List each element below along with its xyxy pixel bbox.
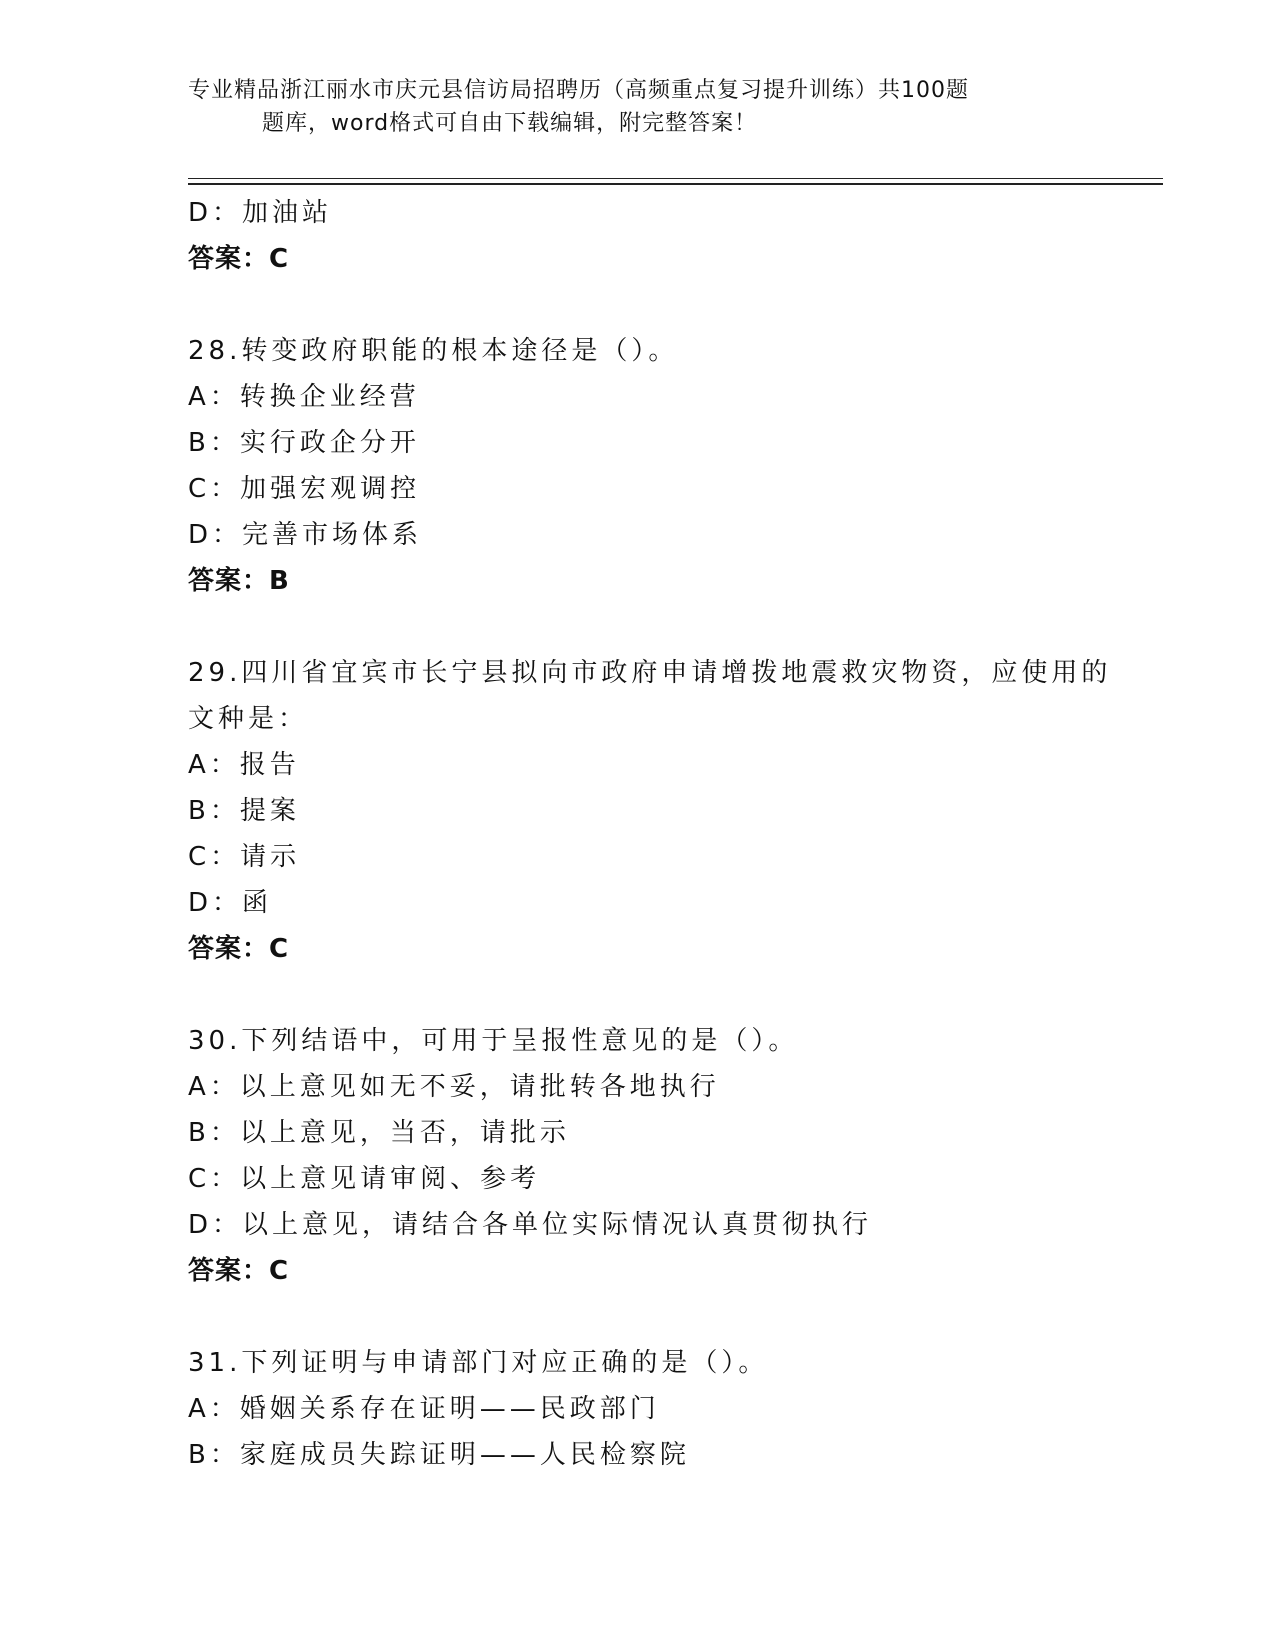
question-block-prev — [188, 190, 1108, 282]
option-a: A：婚姻关系存在证明——民政部门 — [188, 1394, 660, 1424]
option-d: D：加油站 — [188, 198, 333, 228]
option-b: B：以上意见，当否，请批示 — [188, 1118, 570, 1148]
question-list — [188, 190, 1112, 1478]
spacer — [188, 604, 1108, 650]
option-c: C：以上意见请审阅、参考 — [188, 1164, 541, 1194]
option-d: D：函 — [188, 888, 273, 918]
question-block-28 — [188, 328, 1108, 604]
question-stem: 30.下列结语中，可用于呈报性意见的是（）。 — [188, 1026, 799, 1056]
option-d: D：完善市场体系 — [188, 520, 423, 550]
spacer — [188, 972, 1108, 1018]
option-c: C：请示 — [188, 842, 301, 872]
header-rule-thin — [188, 178, 1163, 179]
option-b: B：家庭成员失踪证明——人民检察院 — [188, 1440, 690, 1470]
option-d: D：以上意见，请结合各单位实际情况认真贯彻执行 — [188, 1210, 873, 1240]
header-title-line1: 专业精品浙江丽水市庆元县信访局招聘历（高频重点复习提升训练）共100题 — [188, 78, 969, 103]
spacer — [188, 282, 1108, 328]
header-title-line2: 题库，word格式可自由下载编辑，附完整答案！ — [262, 111, 758, 136]
answer-line: 答案：C — [188, 1256, 290, 1286]
answer-line: 答案：B — [188, 566, 290, 596]
question-block-29 — [188, 650, 1112, 972]
question-stem-line1: 29.四川省宜宾市长宁县拟向市政府申请增拨地震救灾物资，应使用的 — [188, 658, 1112, 688]
answer-line: 答案：C — [188, 244, 290, 274]
question-stem: 28.转变政府职能的根本途径是（）。 — [188, 336, 679, 366]
header-rule-thick — [188, 183, 1163, 185]
document-header — [188, 74, 1068, 140]
option-c: C：加强宏观调控 — [188, 474, 421, 504]
question-stem: 31.下列证明与申请部门对应正确的是（）。 — [188, 1348, 769, 1378]
option-a: A：转换企业经营 — [188, 382, 420, 412]
option-b: B：提案 — [188, 796, 300, 826]
question-block-30 — [188, 1018, 1108, 1294]
answer-line: 答案：C — [188, 934, 290, 964]
spacer — [188, 1294, 1108, 1340]
option-b: B：实行政企分开 — [188, 428, 420, 458]
question-block-31 — [188, 1340, 1108, 1478]
question-stem-line2: 文种是： — [188, 704, 309, 734]
option-a: A：报告 — [188, 750, 300, 780]
option-a: A：以上意见如无不妥，请批转各地执行 — [188, 1072, 720, 1102]
